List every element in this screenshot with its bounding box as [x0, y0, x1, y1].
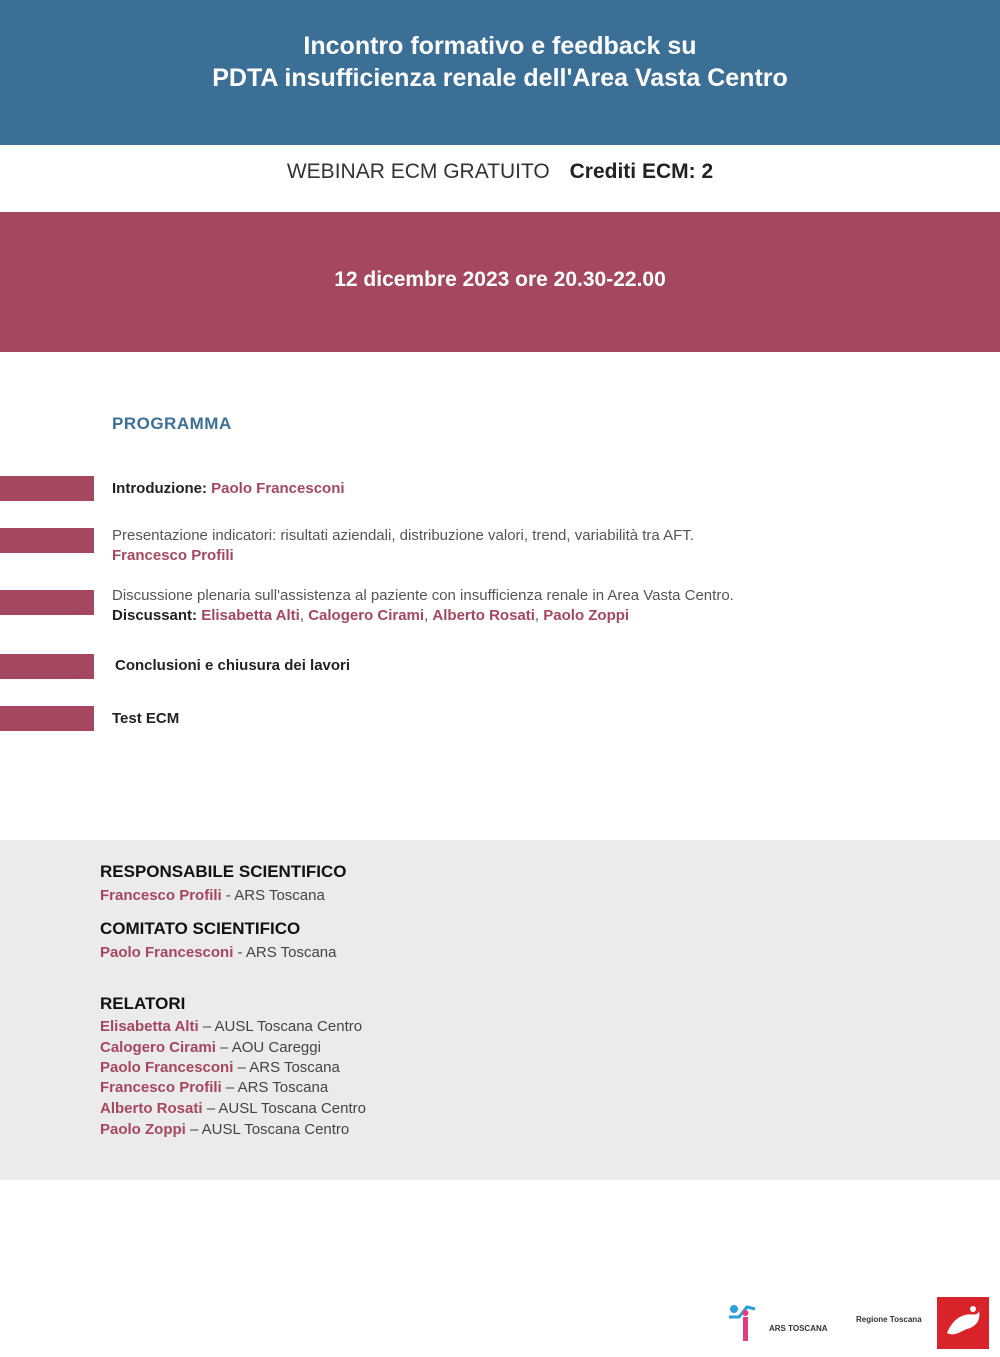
regione-toscana-emblem: [937, 1297, 989, 1349]
webinar-info: [0, 160, 1000, 184]
relatore: [100, 1038, 321, 1058]
speaker-name: Francesco Profili: [112, 547, 234, 564]
person-name: Paolo Francesconi: [100, 944, 234, 961]
ars-logo-label: ARS TOSCANA: [769, 1324, 828, 1333]
program-item-test-ecm: [112, 709, 179, 729]
person-org: - ARS Toscana: [225, 887, 325, 904]
speaker-name: Calogero Cirami: [308, 607, 425, 624]
event-header: [0, 0, 1000, 145]
program-item-label: Introduzione: [112, 480, 202, 497]
person-name: Alberto Rosati: [100, 1100, 203, 1117]
webinar-label: WEBINAR ECM GRATUITO: [286, 160, 550, 183]
person-name: Paolo Zoppi: [100, 1121, 186, 1138]
speaker-name: Paolo Francesconi: [211, 480, 345, 497]
relatori-title: RELATORI: [100, 994, 186, 1013]
program-item-introduzione: Introduzione: Paolo Francesconi: [112, 480, 345, 497]
person-org: - ARS Toscana: [237, 944, 337, 961]
program-item-label: Conclusioni e chiusura dei lavori: [115, 657, 351, 674]
person-org: – AUSL Toscana Centro: [206, 1100, 366, 1117]
person-name: Calogero Cirami: [100, 1039, 216, 1056]
person-org: – AUSL Toscana Centro: [190, 1121, 350, 1138]
responsabile-person: [100, 886, 325, 906]
program-marker: [0, 528, 94, 553]
person-org: – AOU Careggi: [220, 1039, 321, 1056]
programma-title: PROGRAMMA: [112, 414, 232, 433]
responsabile-title: RESPONSABILE SCIENTIFICO: [100, 862, 347, 881]
program-item-presentazione: [112, 526, 694, 566]
program-item-conclusioni: [115, 656, 350, 676]
event-title-line-2: PDTA insufficienza renale dell'Area Vasta Centro: [212, 64, 788, 92]
relatore: [100, 1120, 349, 1140]
person-org: – ARS Toscana: [225, 1079, 329, 1096]
person-name: Paolo Francesconi: [100, 1059, 234, 1076]
program-item-discussione: Discussione plenaria sull'assistenza al paziente con insufficienza renale in Area Vasta Centro. Discussant: Elisabetta Alti, Calogero Cirami, Alberto Rosati, Paolo Zoppi: [112, 587, 734, 624]
ars-toscana-logo: [725, 1297, 845, 1345]
person-org: – ARS Toscana: [237, 1059, 340, 1076]
program-item-text: Discussione plenaria sull'assistenza al paziente con insufficienza renale in Area Vasta Centro.: [112, 587, 734, 604]
regione-toscana-label: Regione Toscana: [856, 1315, 922, 1324]
person-name: Elisabetta Alti: [100, 1018, 199, 1035]
relatore: [100, 1078, 328, 1098]
program-marker: [0, 654, 94, 679]
event-date: 12 dicembre 2023 ore 20.30-22.00: [334, 268, 666, 291]
speaker-name: Elisabetta Alti: [201, 607, 300, 624]
program-marker: [0, 706, 94, 731]
comitato-person: [100, 943, 337, 963]
event-title-line-1: Incontro formativo e feedback su: [303, 32, 697, 60]
logos: [725, 1295, 995, 1350]
relatore: [100, 1099, 366, 1119]
relatore: [100, 1017, 362, 1037]
person-name: Francesco Profili: [100, 887, 222, 904]
program-item-label: Test ECM: [112, 710, 180, 727]
discussant-label: Discussant:: [112, 607, 198, 624]
program-marker: [0, 476, 94, 501]
speaker-name: Alberto Rosati: [432, 607, 535, 624]
person-org: – AUSL Toscana Centro: [202, 1018, 363, 1035]
program-item-text: Presentazione indicatori: risultati aziendali, distribuzione valori, trend, variabilità tra AFT.: [112, 527, 694, 544]
program-marker: [0, 590, 94, 615]
ecm-credits: Crediti ECM: 2: [569, 160, 714, 183]
comitato-title: COMITATO SCIENTIFICO: [100, 919, 301, 938]
person-name: Francesco Profili: [100, 1079, 222, 1096]
relatore: [100, 1058, 340, 1078]
speaker-name: Paolo Zoppi: [543, 607, 630, 624]
